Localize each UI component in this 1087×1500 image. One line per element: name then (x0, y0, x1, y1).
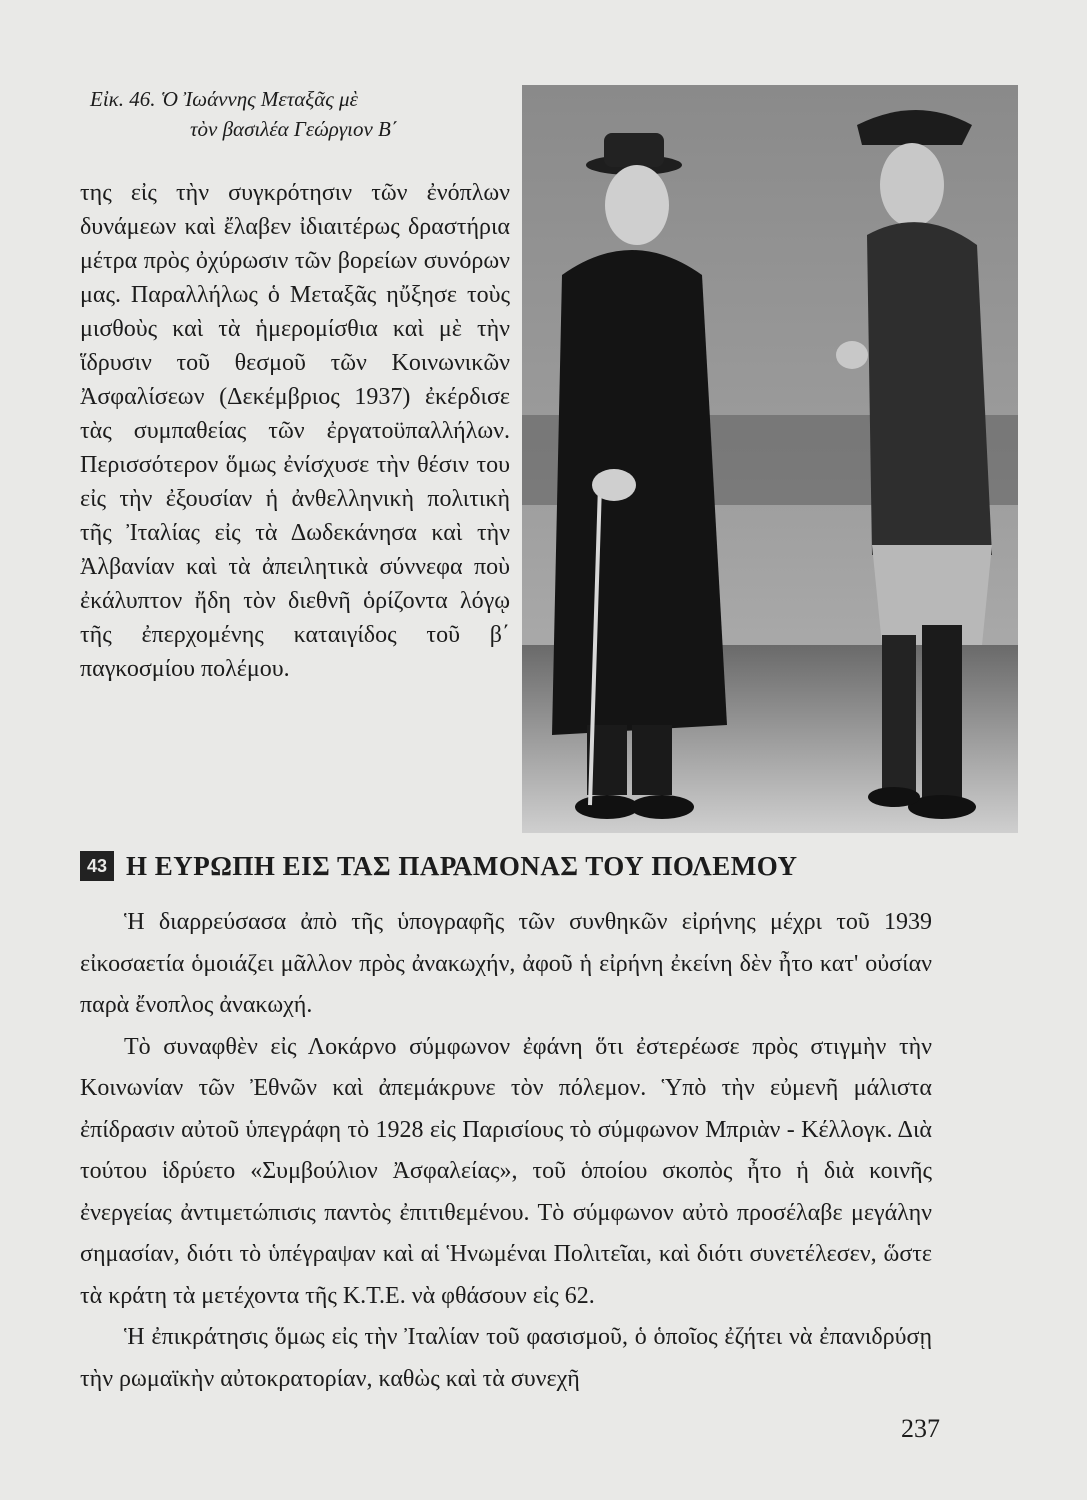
section-title: Η ΕΥΡΩΠΗ ΕΙΣ ΤΑΣ ΠΑΡΑΜΟΝΑΣ ΤΟΥ ΠΟΛΕΜΟΥ (126, 850, 798, 881)
body-text (80, 902, 932, 1400)
caption-line-1: Εἰκ. 46. Ὁ Ἰωάννης Μεταξᾶς μὲ (90, 87, 358, 111)
section-number-badge: 43 (80, 851, 114, 881)
side-paragraph: της εἰς τὴν συγκρότησιν τῶν ἐνόπλων δυνάμεων καὶ ἔλαβεν ἰδιαιτέρως δραστήρια μέτρα πρὸς ὀχύρωσιν τῶν βορείων συνόρων μας. Παραλλήλως ὁ Μεταξᾶς ηὔξησε τοὺς μισθοὺς καὶ τὰ ἡμερομίσθια καὶ μὲ τὴν ἵδρυσιν τοῦ θεσμοῦ τῶν Κοινωνικῶν Ἀσφαλίσεων (Δεκέμβριος 1937) ἐκέρδισε τὰς συμπαθείας τῶν ἐργατοϋπαλλήλων. Περισσότερον ὅμως ἐνίσχυσε τὴν θέσιν του εἰς τὴν ἐξουσίαν ἡ ἀνθελληνικὴ πολιτικὴ τῆς Ἰταλίας εἰς τὰ Δωδεκάνησα καὶ τὴν Ἀλβανίαν καὶ τὰ ἀπειλητικὰ σύννεφα ποὺ ἐκάλυπτον ἤδη τὸν διεθνῆ ὁρίζοντα λόγῳ τῆς ἐπερχομένης καταιγίδος τοῦ β΄ παγκοσμίου πολέμου. (80, 180, 510, 682)
page-number: 237 (901, 1414, 940, 1443)
body-paragraph-2: Τὸ συναφθὲν εἰς Λοκάρνο σύμφωνον ἐφάνη ὅτι ἐστερέωσε πρὸς στιγμὴν τὴν Κοινωνίαν τῶν Ἐθνῶν καὶ ἀπεμάκρυνε τὸν πόλεμον. Ὑπὸ τὴν εὐμενῆ μάλιστα ἐπίδρασιν αὐτοῦ ὑπεγράφη τὸ 1928 εἰς Παρισίους τὸ σύμφωνον Μπριὰν - Κέλλογκ. Διὰ τούτου ἱδρύετο «Συμβούλιον Ἀσφαλείας», τοῦ ὁποίου σκοπὸς ἦτο ἡ διὰ κοινῆς ἐνεργείας ἀντιμετώπισις παντὸς ἐπιτιθεμένου. Τὸ σύμφωνον αὐτὸ προσέλαβε μεγάλην σημασίαν, διότι τὸ ὑπέγραψαν καὶ αἱ Ἡνωμέναι Πολιτεῖαι, καὶ διότι συνετέλεσεν, ὥστε τὰ κράτη τὰ μετέχοντα τῆς Κ.Τ.Ε. νὰ φθάσουν εἰς 62. (80, 1033, 932, 1309)
historical-photograph (522, 85, 1018, 833)
figure-caption (90, 84, 510, 144)
caption-line-2: τὸν βασιλέα Γεώργιον Β΄ (190, 117, 398, 141)
photo-illustration (522, 85, 1018, 833)
body-paragraph-3: Ἡ ἐπικράτησις ὅμως εἰς τὴν Ἰταλίαν τοῦ φασισμοῦ, ὁ ὁποῖος ἐζήτει νὰ ἐπανιδρύσῃ τὴν ρωμαϊκὴν αὐτοκρατορίαν, καθὼς καὶ τὰ συνεχῆ (80, 1324, 932, 1392)
body-paragraph-1: Ἡ διαρρεύσασα ἀπὸ τῆς ὑπογραφῆς τῶν συνθηκῶν εἰρήνης μέχρι τοῦ 1939 εἰκοσαετία ὁμοιάζει μᾶλλον πρὸς ἀνακωχήν, ἀφοῦ ἡ εἰρήνη ἐκείνη δὲν ἦτο κατ' οὐσίαν παρὰ ἔνοπλος ἀνακωχή. (80, 909, 932, 1018)
section-heading (80, 846, 940, 886)
side-column-text (80, 176, 510, 686)
